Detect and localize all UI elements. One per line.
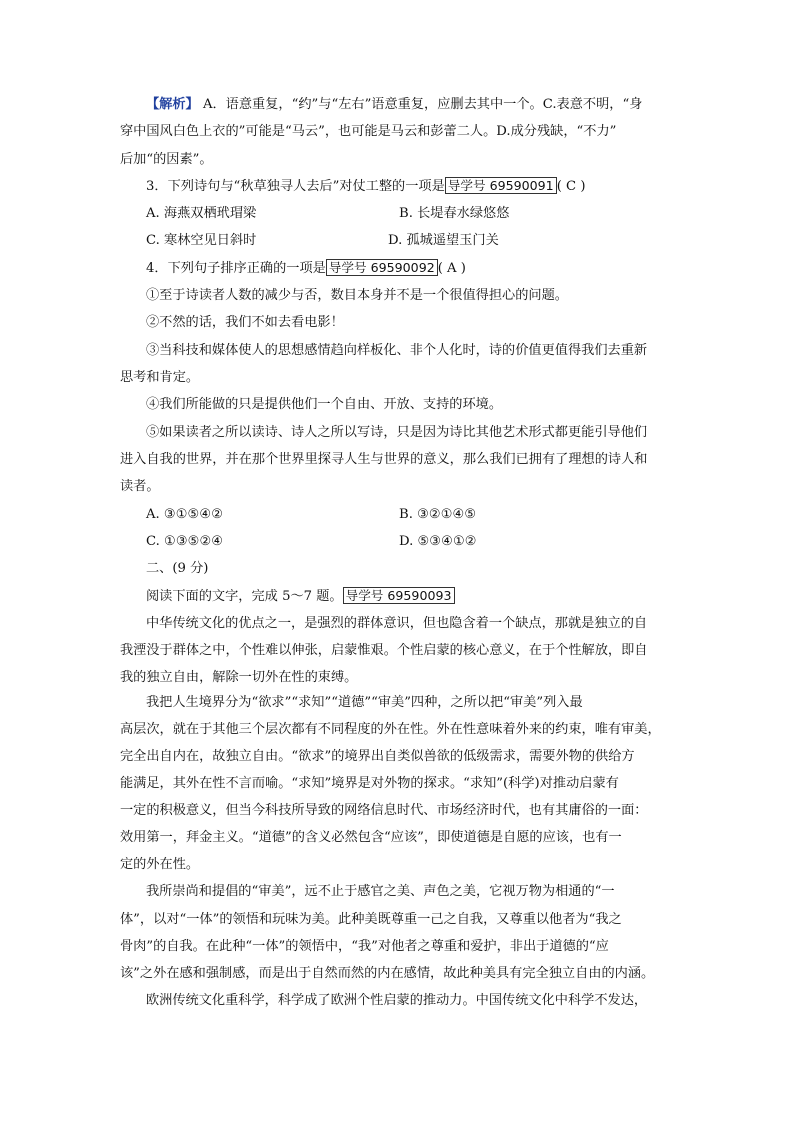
passage-line-4: 我把人生境界分为“欲求”“求知”“道德”“审美”四种，之所以把“审美”列入最 [146, 695, 583, 710]
passage-line-2: 我湮没于群体之中，个性难以伸张，启蒙惟艰。个性启蒙的核心意义，在于个性解放，即自 [120, 643, 648, 658]
passage-line-5: 高层次，就在于其他三个层次都有不同程度的外在性。外在性意味着外来的约束，唯有审美， [120, 722, 661, 737]
passage-line-8: 一定的积极意义，但当今科技所导致的网络信息时代、市场经济时代，也有其庸俗的一面： [120, 803, 648, 818]
sentence-2: ②不然的话，我们不如去看电影！ [146, 315, 344, 330]
sentence-5-line-1: ⑤如果读者之所以读诗、诗人之所以写诗，只是因为诗比其他艺术形式都更能引导他们 [146, 425, 648, 440]
analysis-line-2: 穿中国风白色上衣的”可能是“马云”，也可能是马云和彭蕾二人。D.成分残缺，“不力” [120, 124, 617, 139]
question-4-stem [146, 258, 466, 280]
passage-line-9: 效用第一，拜金主义。“道德”的含义必然包含“应该”，即使道德是自愿的应该，也有一 [120, 830, 622, 845]
passage-line-1: 中华传统文化的优点之一，是强烈的群体意识，但也隐含着一个缺点，那就是独立的自 [146, 616, 648, 631]
question-4-option-b: B. ③②①④⑤ [399, 507, 477, 522]
passage-line-13: 骨肉”的自我。在此种“一体”的领悟中，“我”对他者之尊重和爱护，非出于道德的“应 [120, 939, 609, 954]
passage-line-11: 我所崇尚和提倡的“审美”，远不止于感官之美、声色之美，它视万物为相通的“一 [146, 884, 615, 899]
passage-line-10: 定的外在性。 [120, 857, 200, 872]
question-4-option-a: A. ③①⑤④② [146, 507, 224, 522]
question-3-answer: ( C ) [556, 179, 586, 194]
passage-line-14: 该”之外在感和强制感，而是出于自然而然的内在感情，故此种美具有完全独立自由的内涵。 [120, 966, 655, 981]
question-4-option-d: D. ⑤③④①② [399, 534, 477, 549]
question-4-option-c: C. ①③⑤②④ [146, 534, 224, 549]
section-2-tag[interactable]: 导学号 69590093 [343, 587, 455, 604]
question-4-tag[interactable]: 导学号 69590092 [326, 259, 438, 276]
question-3-text: 3．下列诗句与“秋草独寻人去后”对仗工整的一项是 [146, 179, 445, 194]
analysis-label: 【解析】 [146, 97, 199, 112]
question-4-text: 4．下列句子排序正确的一项是 [146, 261, 326, 276]
sentence-3-line-1: ③当科技和媒体使人的思想感情趋向样板化、非个人化时，诗的价值更值得我们去重新 [146, 343, 648, 358]
analysis-text-1: A．语意重复，“约”与“左右”语意重复，应删去其中一个。C.表意不明，“身 [198, 97, 643, 112]
question-3-option-a: A. 海燕双栖玳瑁梁 [146, 206, 257, 221]
question-3-tag[interactable]: 导学号 69590091 [445, 177, 557, 194]
passage-line-6: 完全出自内在，故独立自由。“欲求”的境界出自类似兽欲的低级需求，需要外物的供给方 [120, 749, 635, 764]
analysis-line-1 [146, 94, 642, 116]
analysis-line-3: 后加“的因素”。 [120, 152, 213, 167]
section-2-intro-text: 阅读下面的文字，完成 5～7 题。 [146, 589, 343, 604]
sentence-4: ④我们所能做的只是提供他们一个自由、开放、支持的环境。 [146, 397, 503, 412]
passage-line-12: 体”，以对“一体”的领悟和玩味为美。此种美既尊重一己之自我，又尊重以他者为“我之 [120, 912, 622, 927]
sentence-5-line-2: 进入自我的世界，并在那个世界里探寻人生与世界的意义，那么我们已拥有了理想的诗人和 [120, 452, 648, 467]
sentence-1: ①至于诗读者人数的减少与否，数目本身并不是一个很值得担心的问题。 [146, 288, 568, 303]
question-3-option-c: C. 寒林空见日斜时 [146, 233, 257, 248]
passage-line-7: 能满足，其外在性不言而喻。“求知”境界是对外物的探求。“求知”(科学)对推动启蒙有 [120, 776, 619, 791]
question-3-option-b: B. 长堤春水绿悠悠 [399, 206, 510, 221]
section-2-intro [146, 586, 455, 608]
passage-line-3: 我的独立自由，解除一切外在性的束缚。 [120, 670, 358, 685]
sentence-3-line-2: 思考和肯定。 [120, 370, 200, 385]
section-2-heading: 二、(9 分) [146, 561, 209, 576]
question-3-stem [146, 176, 585, 198]
passage-line-15: 欧洲传统文化重科学，科学成了欧洲个性启蒙的推动力。中国传统文化中科学不发达， [146, 993, 648, 1008]
question-3-option-d: D. 孤城遥望玉门关 [388, 233, 499, 248]
sentence-5-line-3: 读者。 [120, 479, 160, 494]
question-4-answer: ( A ) [437, 261, 466, 276]
